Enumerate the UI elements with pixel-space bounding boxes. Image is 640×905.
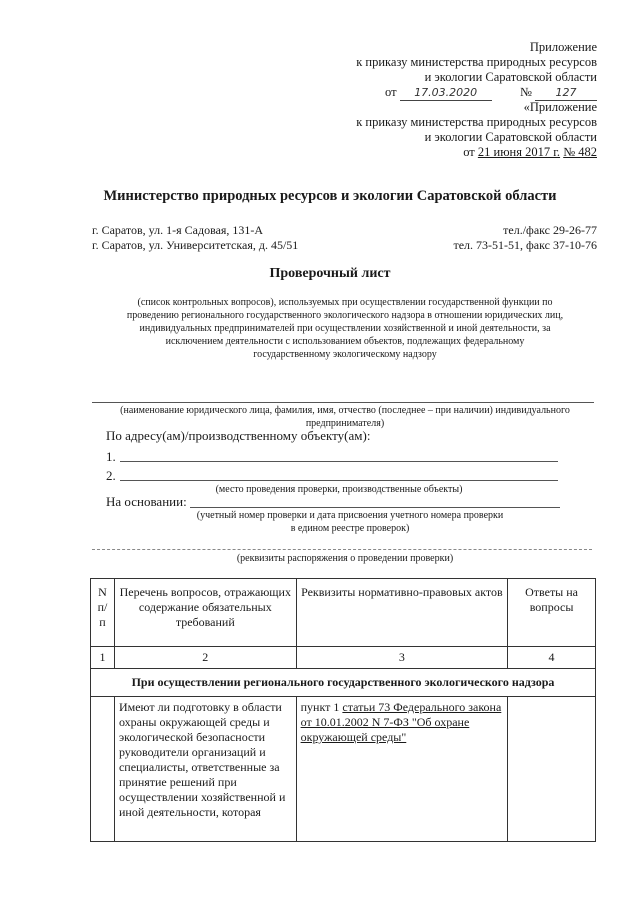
reference-cell: пункт 1 статьи 73 Федерального закона от 10.01.2002 N 7-ФЗ "Об охране окружающей среды" (296, 697, 508, 842)
appendix-line-3: и экологии Саратовской области (424, 70, 597, 84)
handwritten-number: 127 (535, 85, 597, 101)
reference-link[interactable]: статьи 73 Федерального закона от 10.01.2002 N 7-ФЗ "Об охране окружающей среды" (300, 700, 502, 744)
address-label: По адресу(ам)/производственному объекту(ам): (106, 428, 371, 443)
document-title: Проверочный лист (269, 266, 391, 281)
quoted-appendix-date-row: от 21 июня 2017 г. № 482 (463, 145, 597, 159)
address-2: г. Саратов, ул. Университетская, д. 45/51 (92, 238, 299, 252)
appendix-line-2: к приказу министерства природных ресурсов (356, 55, 597, 69)
address-item-1: 1. (106, 449, 116, 464)
address-1: г. Саратов, ул. 1-я Садовая, 131-А (92, 223, 264, 237)
address-line-1 (120, 461, 558, 462)
table-row (91, 697, 596, 842)
basis-line (190, 507, 560, 508)
header-number: N п/п (91, 579, 115, 647)
checklist-table (90, 578, 596, 842)
basis-caption: (учетный номер проверки и дата присвоения учетного номера проверки в едином реестре проверок) (196, 510, 504, 534)
appendix-line-1: Приложение (529, 40, 597, 54)
entity-caption: (наименование юридического лица, фамилия, имя, отчество (последнее – при наличии) индивидуального предпринимателя) (120, 405, 570, 429)
header-references: Реквизиты нормативно-правовых актов (296, 579, 508, 647)
question-text: Имеют ли подготовку в области охраны окружающей среды и экологической безопасности руководители организаций и специалисты, ответственные за принятие решений при осуществлении хозяйственной и иной деятельности, которая (114, 697, 296, 842)
address-line-2 (120, 480, 558, 481)
quoted-appendix-date: 21 июня 2017 г. (477, 145, 561, 159)
order-caption: (реквизиты распоряжения о проведении проверки) (236, 553, 454, 564)
table-header-row (91, 579, 596, 647)
ministry-title: Министерство природных ресурсов и экологии Саратовской области (103, 188, 557, 204)
header-questions: Перечень вопросов, отражающих содержание обязательных требований (114, 579, 296, 647)
basis-label: На основании: (106, 494, 187, 509)
document-description: (список контрольных вопросов), используемых при осуществлении государственной функции по проведению регионального государственного экологического надзора в отношении юридических лиц, индивидуальных предпринимателей при осуществлении хозяйственной и иной деятельности, за исключением деятельности с использованием объектов, подлежащих федеральному государственному экологическому надзору (126, 297, 564, 360)
table-numbering-row: 1 2 3 4 (91, 647, 596, 669)
entity-name-line (92, 402, 594, 403)
section-title: При осуществлении регионального государственного экологического надзора (91, 669, 596, 697)
quoted-appendix-line-3: и экологии Саратовской области (424, 130, 597, 144)
quoted-appendix-line-2: к приказу министерства природных ресурсов (356, 115, 597, 129)
appendix-date-row: от 17.03.2020 № 127 (277, 85, 597, 101)
header-answers: Ответы на вопросы (508, 579, 596, 647)
table-section-row (91, 669, 596, 697)
handwritten-date: 17.03.2020 (400, 85, 492, 101)
phone-1: тел./факс 29-26-77 (503, 223, 597, 237)
quoted-appendix-number: № 482 (563, 145, 597, 159)
address-item-2: 2. (106, 468, 116, 483)
phone-2: тел. 73-51-51, факс 37-10-76 (453, 238, 597, 252)
order-line (92, 549, 592, 550)
answer-cell (508, 697, 596, 842)
place-caption: (место проведения проверки, производственные объекты) (215, 484, 463, 495)
quoted-appendix-line-1: «Приложение (523, 100, 597, 114)
